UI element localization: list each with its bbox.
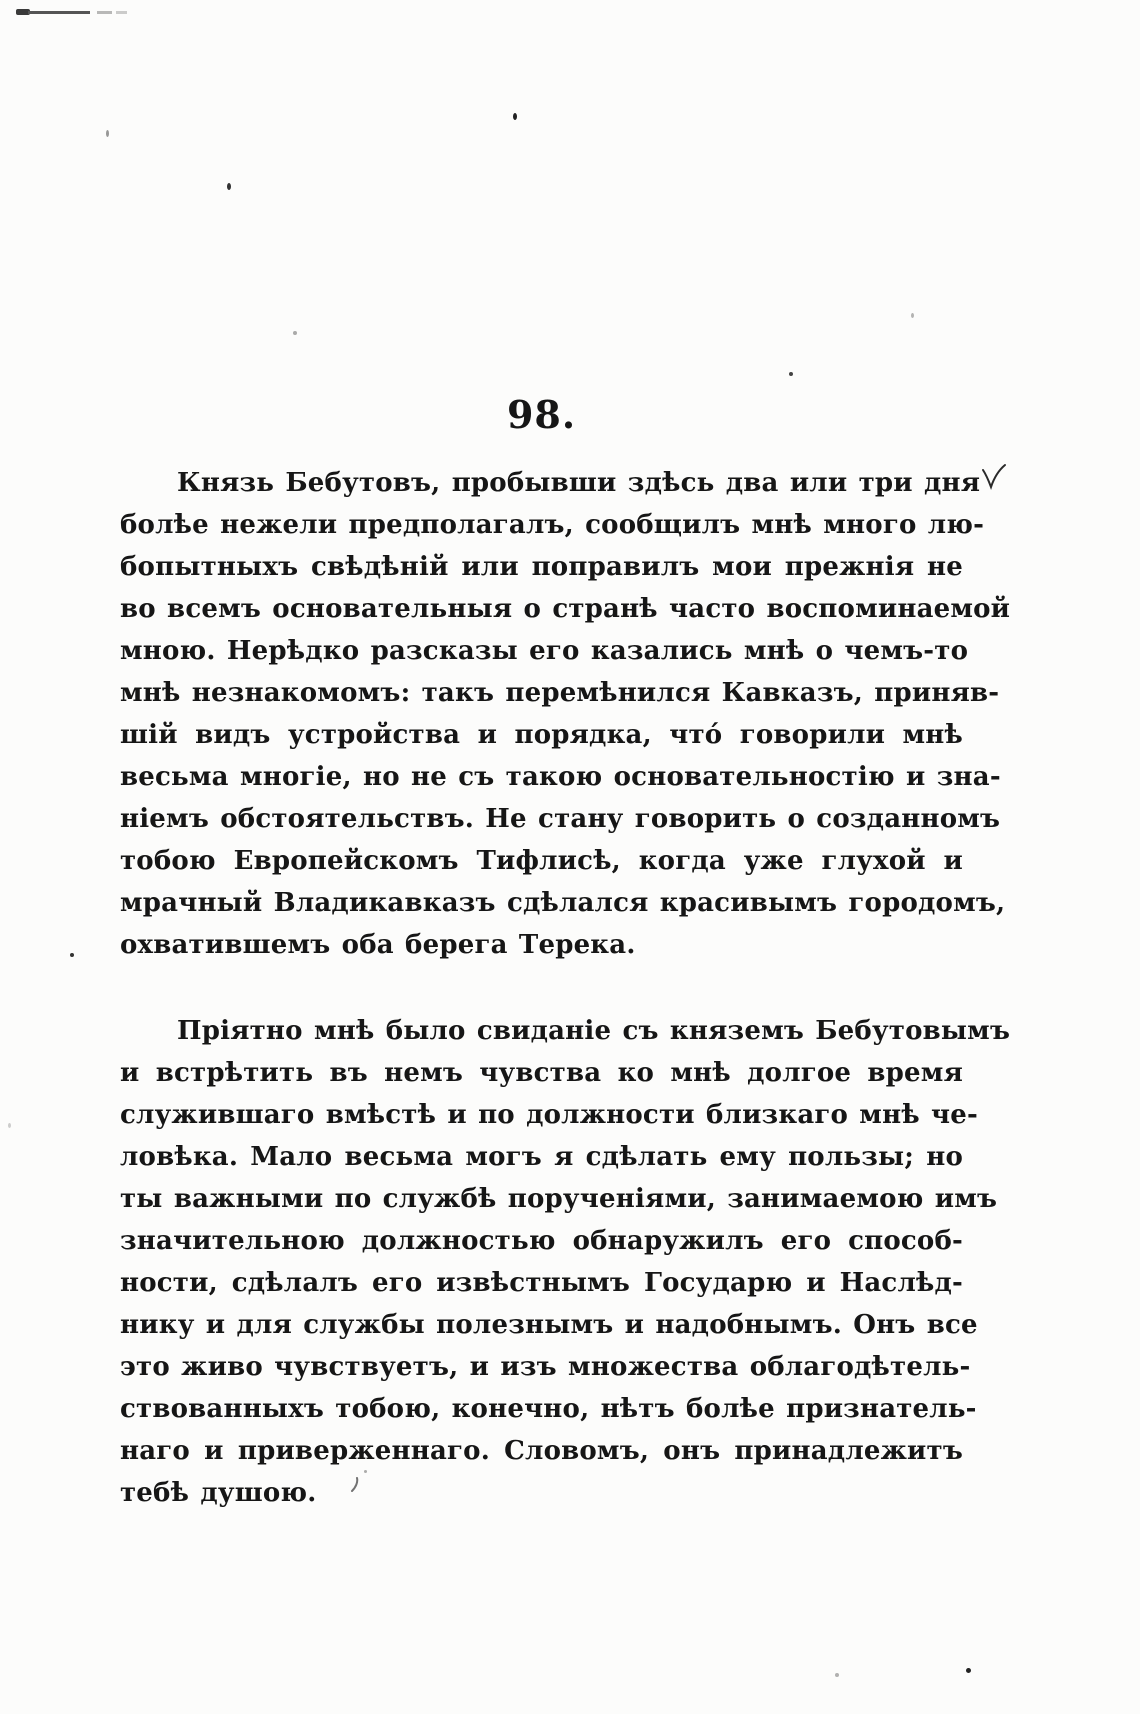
scan-edge-line <box>28 11 90 14</box>
scan-speck <box>70 953 74 957</box>
text-line: весьма многіе, но не съ такою основательностію и зна- <box>120 762 1001 792</box>
scan-edge-dash <box>116 11 127 14</box>
text-line: и встрѣтить въ немъ чувства ко мнѣ долгое время <box>120 1058 963 1088</box>
text-line: ствованныхъ тобою, конечно, нѣтъ болѣе признатель- <box>120 1394 977 1424</box>
scan-speck <box>513 113 517 120</box>
scan-speck <box>966 1668 971 1673</box>
page-number-heading: 98. <box>506 392 577 437</box>
text-line: нику и для службы полезнымъ и надобнымъ. Онъ все <box>120 1310 978 1340</box>
text-line: Пріятно мнѣ было свиданіе съ княземъ Бебутовымъ <box>177 1016 1011 1046</box>
text-line: Князь Бебутовъ, пробывши здѣсь два или три дня <box>177 468 981 498</box>
text-line: ности, сдѣлалъ его извѣстнымъ Государю и Наслѣд- <box>120 1268 963 1298</box>
text-line: наго и приверженнаго. Словомъ, онъ принадлежитъ <box>120 1436 963 1466</box>
text-line: ловѣка. Мало весьма могъ я сдѣлать ему пользы; но <box>120 1142 963 1172</box>
scan-speck <box>835 1673 839 1677</box>
text-line: ты важными по службѣ порученіями, занимаемою имъ <box>120 1184 998 1214</box>
scan-speck <box>911 313 914 318</box>
text-line: тобою Европейскомъ Тифлисѣ, когда уже глухой и <box>120 846 963 876</box>
text-line: значительною должностью обнаружилъ его способ- <box>120 1226 963 1256</box>
text-line: это живо чувствуетъ, и изъ множества облагодѣтель- <box>120 1352 971 1382</box>
text-line: во всемъ основательныя о странѣ часто воспоминаемой <box>120 594 1011 624</box>
scan-speck <box>789 372 793 376</box>
paragraph-2 <box>120 1010 1011 1514</box>
text-line: ніемъ обстоятельствъ. Не стану говорить о созданномъ <box>120 804 1001 834</box>
text-line: охватившемъ оба берега Терека. <box>120 930 636 960</box>
scan-edge-dash <box>97 11 112 14</box>
scan-speck <box>227 183 231 190</box>
scan-speck <box>8 1123 11 1128</box>
text-line: служившаго вмѣстѣ и по должности близкаго мнѣ че- <box>120 1100 979 1130</box>
text-line: бопытныхъ свѣдѣній или поправилъ мои прежнія не <box>120 552 963 582</box>
handwritten-checkmark-icon <box>979 462 1009 494</box>
text-line: шій видъ устройства и порядка, что́ говорили мнѣ <box>120 720 963 750</box>
text-line: мнѣ незнакомомъ: такъ перемѣнился Кавказъ, приняв- <box>120 678 1000 708</box>
scan-speck <box>106 130 109 137</box>
text-line: тебѣ душою. <box>120 1478 317 1508</box>
text-line: мрачный Владикавказъ сдѣлался красивымъ городомъ, <box>120 888 1006 918</box>
text-line: мною. Нерѣдко разсказы его казались мнѣ о чемъ-то <box>120 636 969 666</box>
paragraph-1 <box>120 462 1011 966</box>
ink-mark <box>350 1477 360 1493</box>
text-line: болѣе нежели предполагалъ, сообщилъ мнѣ много лю- <box>120 510 985 540</box>
scan-speck <box>293 331 297 335</box>
